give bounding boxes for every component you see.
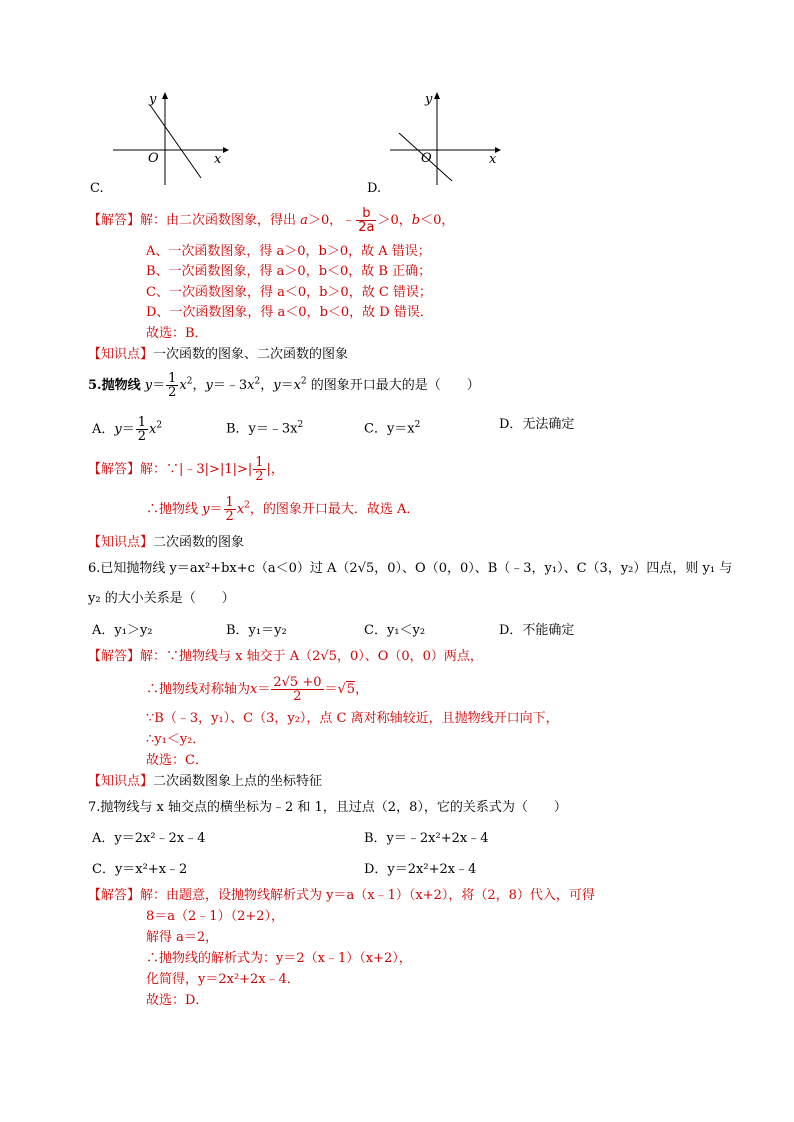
q5-stem: 5.抛物线 y＝ $\frac{1}{2}$ $x^2$，$y=﹣3x^2$，$y=x^2$ 的图象开口最大的是（ ） xyxy=(88,371,480,400)
q5-option-a: A．y＝ $\frac{1}{2}$ $x^2$ xyxy=(92,415,163,444)
q7-answer-line-5: 化简得，y＝2x²+2x﹣4． xyxy=(146,972,300,987)
graph-c-x-label: x xyxy=(214,152,222,167)
q4-answer-intro: 【解答】解：由二次函数图象，得出 a＞0，﹣ $\frac{b}{2a}$ ＞0，b＜0， xyxy=(88,206,455,235)
q4-line-c: C、一次函数图象，得 a＜0，b＞0，故 C 错误； xyxy=(146,285,432,300)
q6-stem-line-2: y₂ 的大小关系是（ ） xyxy=(88,591,235,606)
q6-option-d: D．不能确定 xyxy=(499,623,575,638)
q4-answer-tag: 【解答】 xyxy=(88,213,141,228)
q4-line-d: D、一次函数图象，得 a＜0，b＜0，故 D 错误． xyxy=(146,305,433,320)
graph-c xyxy=(105,85,235,185)
q4-line-a: A、一次函数图象，得 a＞0，b＞0，故 A 错误； xyxy=(146,244,431,259)
q5-option-b: B．$y=﹣3x^2$ xyxy=(226,420,304,437)
q5-knowledge-point: 【知识点】二次函数的图象 xyxy=(88,535,245,550)
q7-choose: 故选：D． xyxy=(146,993,209,1008)
graph-d xyxy=(385,85,515,185)
q7-stem: 7.抛物线与 x 轴交点的横坐标为﹣2 和 1，且过点（2，8），它的关系式为（ ） xyxy=(88,800,567,815)
graph-d-y-label: y xyxy=(425,92,433,107)
q6-answer-line-2: ∴抛物线对称轴为x＝ $\frac{2√5 +0}{2}$ ＝√5， xyxy=(146,675,369,704)
q5-option-c: C．$y=x^2$ xyxy=(364,420,421,437)
q7-option-c: C．y＝x²+x﹣2 xyxy=(92,862,188,877)
q7-answer-line-4: ∴抛物线的解析式为：y＝2（x﹣1）（x+2）， xyxy=(146,951,412,966)
q7-answer-line-3: 解得 a＝2， xyxy=(146,930,219,945)
graph-d-x-label: x xyxy=(489,152,497,167)
q5-answer-line-2: ∴抛物线 y＝ $\frac{1}{2}$ $x^2$，的图象开口最大．故选 A． xyxy=(146,495,420,524)
q7-answer-line-1: 【解答】解：由题意，设抛物线解析式为 y＝a（x﹣1）（x+2），将（2，8）代入，可得 xyxy=(88,888,595,903)
q6-answer-line-4: ∴y₁＜y₂． xyxy=(146,732,206,747)
q7-option-a: A．y＝2x²﹣2x﹣4 xyxy=(92,831,206,846)
q5-option-d: D．无法确定 xyxy=(499,417,575,432)
q7-answer-line-2: 8＝a（2﹣1）（2+2）， xyxy=(146,909,284,924)
q6-knowledge-point: 【知识点】二次函数图象上点的坐标特征 xyxy=(88,774,323,789)
graph-c-origin: O xyxy=(148,151,159,166)
q5-answer-line-1: 【解答】解：∵|﹣3|>|1|>| $\frac{1}{2}$ |， xyxy=(88,455,284,484)
graph-d-option-label: D. xyxy=(367,181,382,196)
graph-d-origin: O xyxy=(421,151,432,166)
q4-knowledge-point: 【知识点】一次函数的图象、二次函数的图象 xyxy=(88,347,349,362)
q6-choose: 故选：C． xyxy=(146,753,208,768)
q4-fraction: $\frac{b}{2a}$ xyxy=(358,206,375,235)
q6-stem-line-1: 6.已知抛物线 y＝ax²+bx+c（a＜0）过 A（2√5，0）、O（0，0）、B（﹣3，y₁）、C（3，y₂）四点，则 y₁ 与 xyxy=(88,561,733,576)
q7-option-d: D．y＝2x²+2x﹣4 xyxy=(364,862,477,877)
q7-option-b: B．y＝﹣2x²+2x﹣4 xyxy=(364,831,489,846)
q4-line-b: B、一次函数图象，得 a＞0，b＜0，故 B 正确； xyxy=(146,264,432,279)
q4-choose: 故选：B． xyxy=(146,326,208,341)
q6-answer-line-3: ∵B（﹣3，y₁）、C（3，y₂），点 C 离对称轴较近，且抛物线开口向下， xyxy=(146,711,559,726)
graph-c-option-label: C. xyxy=(90,181,104,196)
q6-option-b: B．y₁＝y₂ xyxy=(226,623,287,638)
q6-option-a: A．y₁＞y₂ xyxy=(92,623,153,638)
q6-option-c: C．y₁＜y₂ xyxy=(364,623,426,638)
q6-answer-line-1: 【解答】解：∵抛物线与 x 轴交于 A（2√5，0）、O（0，0）两点， xyxy=(88,649,483,664)
graph-c-y-label: y xyxy=(149,92,157,107)
